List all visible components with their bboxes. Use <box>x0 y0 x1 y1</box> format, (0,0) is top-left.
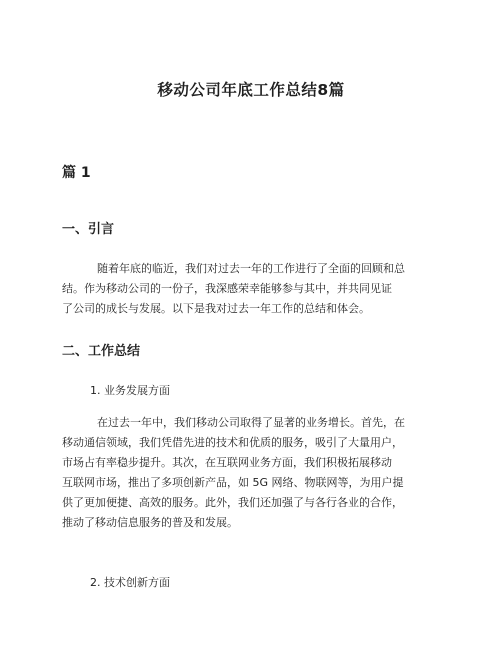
text-line: 市场占有率稳步提升。其次，在互联网业务方面，我们积极拓展移动 <box>62 456 392 469</box>
subheading-tech: 2. 技术创新方面 <box>90 576 170 589</box>
heading-intro: 一、引言 <box>62 222 115 237</box>
text-line: 推动了移动信息服务的普及和发展。 <box>62 516 238 529</box>
text-line: 在过去一年中，我们移动公司取得了显著的业务增长。首先，在 <box>97 416 405 429</box>
text-line: 随着年底的临近，我们对过去一年的工作进行了全面的回顾和总 <box>97 262 405 275</box>
document-title: 移动公司年底工作总结8篇 <box>157 81 345 99</box>
text-line: 移动通信领域，我们凭借先进的技术和优质的服务，吸引了大量用户， <box>62 436 403 449</box>
intro-paragraph <box>62 259 446 319</box>
text-line: 结。作为移动公司的一份子，我深感荣幸能够参与其中，并共同见证 <box>62 282 392 295</box>
text-line: 了公司的成长与发展。以下是我对过去一年工作的总结和体会。 <box>62 302 370 315</box>
heading-summary: 二、工作总结 <box>62 344 141 359</box>
text-line: 互联网市场，推出了多项创新产品，如 5G 网络、物联网等，为用户提 <box>62 476 404 489</box>
text-line: 供了更加便捷、高效的服务。此外，我们还加强了与各行各业的合作， <box>62 496 403 509</box>
subheading-business: 1. 业务发展方面 <box>90 384 170 397</box>
section-heading: 篇 1 <box>62 165 91 181</box>
business-paragraph <box>62 413 446 533</box>
